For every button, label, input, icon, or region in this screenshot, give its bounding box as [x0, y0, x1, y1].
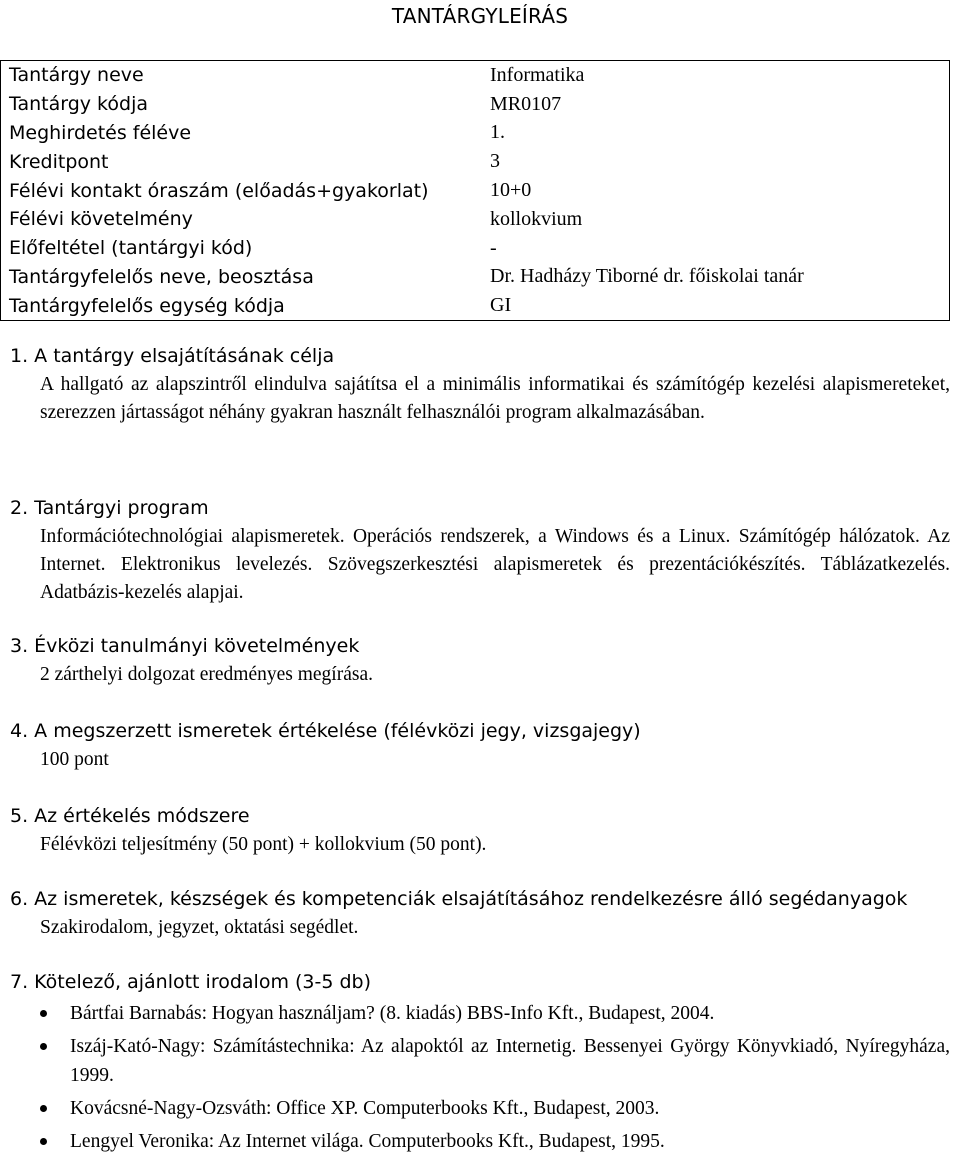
- info-value: [482, 176, 950, 205]
- info-row-responsible-person: [1, 263, 950, 292]
- info-label: Meghirdetés féléve: [9, 121, 192, 144]
- info-value: [482, 61, 950, 90]
- bullet-icon: [40, 1010, 47, 1017]
- section-body: 2 zárthelyi dolgozat eredményes megírása.: [40, 664, 373, 685]
- info-row-course-code: [1, 90, 950, 119]
- info-label: Tantárgy kódja: [9, 93, 148, 116]
- reference-item: [10, 1094, 950, 1123]
- reference-item: [10, 1127, 950, 1156]
- info-label: Félévi követelmény: [9, 208, 193, 231]
- info-value: [482, 234, 950, 263]
- reference-item: [10, 1032, 950, 1090]
- section-heading: 4. A megszerzett ismeretek értékelése (félévközi jegy, vizsgajegy): [10, 720, 641, 742]
- bullet-icon: [40, 1105, 47, 1112]
- info-row-credits: [1, 147, 950, 176]
- info-value-text: 10+0: [490, 179, 532, 202]
- info-value-text: 1.: [490, 121, 505, 144]
- section-term-requirements: [10, 632, 950, 689]
- section-body: Félévközi teljesítmény (50 pont) + kollokvium (50 pont).: [40, 834, 487, 855]
- bullet-icon: [40, 1043, 47, 1050]
- section-body: 100 pont: [40, 749, 109, 770]
- info-value: [482, 90, 950, 119]
- info-value-text: Dr. Hadházy Tiborné dr. főiskolai tanár: [490, 265, 804, 288]
- info-row-requirement: [1, 205, 950, 234]
- section-materials: [10, 885, 950, 942]
- section-heading: 2. Tantárgyi program: [10, 497, 209, 519]
- section-body: Információtechnológiai alapismeretek. Operációs rendszerek, a Windows és a Linux. Számítógép hálózatok. Az Internet. Elektronikus levelezés. Szövegszerkesztési alapismeretek és prezentációkészítés. Táblázatkezelés. Adatbázis-kezelés alapjai.: [40, 526, 950, 603]
- section-body: A hallgató az alapszintről elindulva sajátítsa el a minimális informatikai és számítógép kezelési alapismereteket, szerezzen jártasságot néhány gyakran használt felhasználói program alkalmazásában.: [40, 374, 950, 423]
- info-label: Félévi kontakt óraszám (előadás+gyakorlat): [9, 179, 429, 202]
- info-row-contact-hours: [1, 176, 950, 205]
- section-heading: 5. Az értékelés módszere: [10, 805, 250, 827]
- info-row-prerequisite: [1, 234, 950, 263]
- section-body: Szakirodalom, jegyzet, oktatási segédlet.: [40, 917, 359, 938]
- info-row-course-name: [1, 61, 950, 90]
- reference-item: [10, 999, 950, 1028]
- info-value-text: GI: [490, 294, 512, 317]
- info-value-text: MR0107: [490, 92, 562, 115]
- info-label: Kreditpont: [9, 150, 109, 173]
- info-label: Tantárgyfelelős neve, beosztása: [9, 265, 314, 288]
- info-value: [482, 147, 950, 176]
- info-label: Tantárgy neve: [9, 64, 144, 87]
- section-heading: 1. A tantárgy elsajátításának célja: [10, 345, 335, 367]
- section-course-goal: [10, 342, 950, 427]
- reference-text: Kovácsné-Nagy-Ozsváth: Office XP. Computerbooks Kft., Budapest, 2003.: [70, 1098, 660, 1119]
- course-info-table: [0, 60, 950, 321]
- info-value: [482, 263, 950, 292]
- section-heading: 6. Az ismeretek, készségek és kompetenciák elsajátításához rendelkezésre álló segédanyagok: [10, 888, 908, 910]
- section-evaluation: [10, 717, 950, 774]
- info-value-text: Informatika: [490, 63, 585, 86]
- info-value: [482, 291, 950, 320]
- reference-text: Iszáj-Kató-Nagy: Számítástechnika: Az alapoktól az Internetig. Bessenyei György Könyvkiadó, Nyíregyháza, 1999.: [70, 1036, 950, 1086]
- section-heading: 7. Kötelező, ajánlott irodalom (3-5 db): [10, 971, 372, 993]
- info-label: Tantárgyfelelős egység kódja: [9, 294, 285, 317]
- section-heading: 3. Évközi tanulmányi követelmények: [10, 635, 360, 657]
- section-course-program: [10, 494, 950, 607]
- info-value-text: 3: [490, 150, 500, 173]
- info-label: Előfeltétel (tantárgyi kód): [9, 237, 253, 260]
- info-row-responsible-unit: [1, 291, 950, 320]
- reference-list: [10, 999, 950, 1156]
- section-evaluation-method: [10, 802, 950, 859]
- reference-text: Bártfai Barnabás: Hogyan használjam? (8. kiadás) BBS-Info Kft., Budapest, 2004.: [70, 1003, 715, 1024]
- info-value-text: kollokvium: [490, 207, 583, 230]
- document-title: TANTÁRGYLEÍRÁS: [391, 4, 569, 28]
- info-row-semester: [1, 119, 950, 148]
- section-literature: [10, 968, 950, 1156]
- info-value: [482, 119, 950, 148]
- info-value-text: -: [490, 236, 497, 259]
- reference-text: Lengyel Veronika: Az Internet világa. Computerbooks Kft., Budapest, 1995.: [70, 1131, 665, 1152]
- info-value: [482, 205, 950, 234]
